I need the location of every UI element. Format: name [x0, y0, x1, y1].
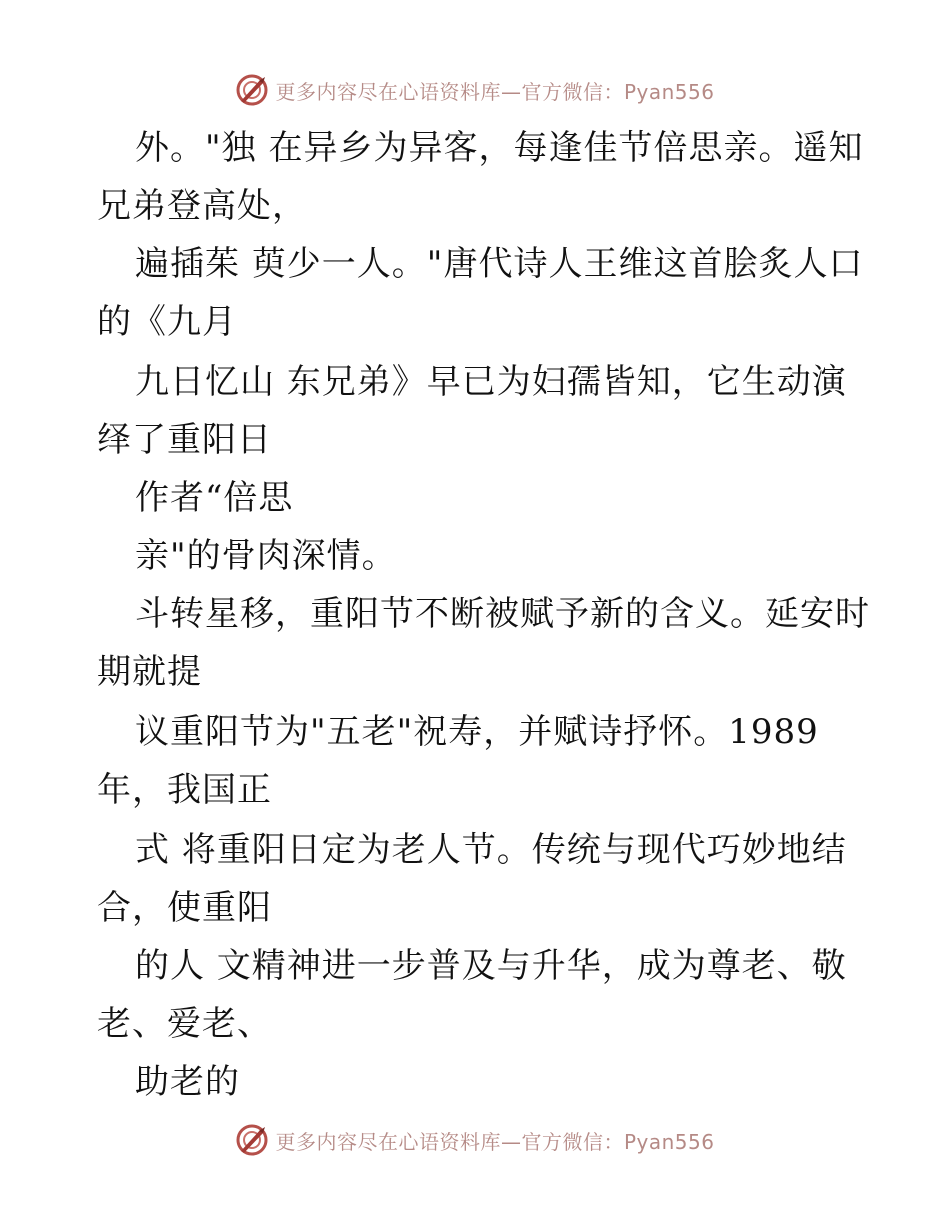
text-line: 兄弟登高处， — [97, 186, 307, 226]
text-line: 斗转星移，重阳节不断被赋予新的含义。延安时 — [135, 594, 870, 634]
text-line: 的《九月 — [97, 302, 237, 342]
text-line: 年，我国正 — [97, 770, 272, 810]
text-line: 绎了重阳日 — [97, 420, 272, 460]
text-line: 合，使重阳 — [97, 888, 272, 928]
quill-logo-icon — [235, 1123, 269, 1157]
text-line: 期就提 — [97, 652, 202, 692]
text-line: 议重阳节为"五老"祝寿，并赋诗抒怀。1989 — [135, 712, 819, 752]
text-line: 的人 文精神进一步普及与升华，成为尊老、敬 — [135, 946, 847, 986]
footer-watermark — [0, 1122, 950, 1158]
text-line: 老、爱老、 — [97, 1004, 272, 1044]
text-line: 式 将重阳日定为老人节。传统与现代巧妙地结 — [135, 830, 847, 870]
text-line: 遍插茱 萸少一人。"唐代诗人王维这首脍炙人口 — [135, 244, 864, 284]
text-line: 助老的 — [135, 1062, 240, 1102]
text-line: 外。"独 在异乡为异客，每逢佳节倍思亲。遥知 — [135, 128, 864, 168]
text-line: 亲"的骨肉深情。 — [135, 536, 397, 576]
text-line: 九日忆山 东兄弟》早已为妇孺皆知，它生动演 — [135, 362, 847, 402]
text-line: 作者“倍思 — [135, 478, 294, 518]
watermark-text: 更多内容尽在心语资料库—官方微信：Pyan556 — [275, 1129, 715, 1154]
watermark-text: 更多内容尽在心语资料库—官方微信：Pyan556 — [275, 79, 715, 104]
